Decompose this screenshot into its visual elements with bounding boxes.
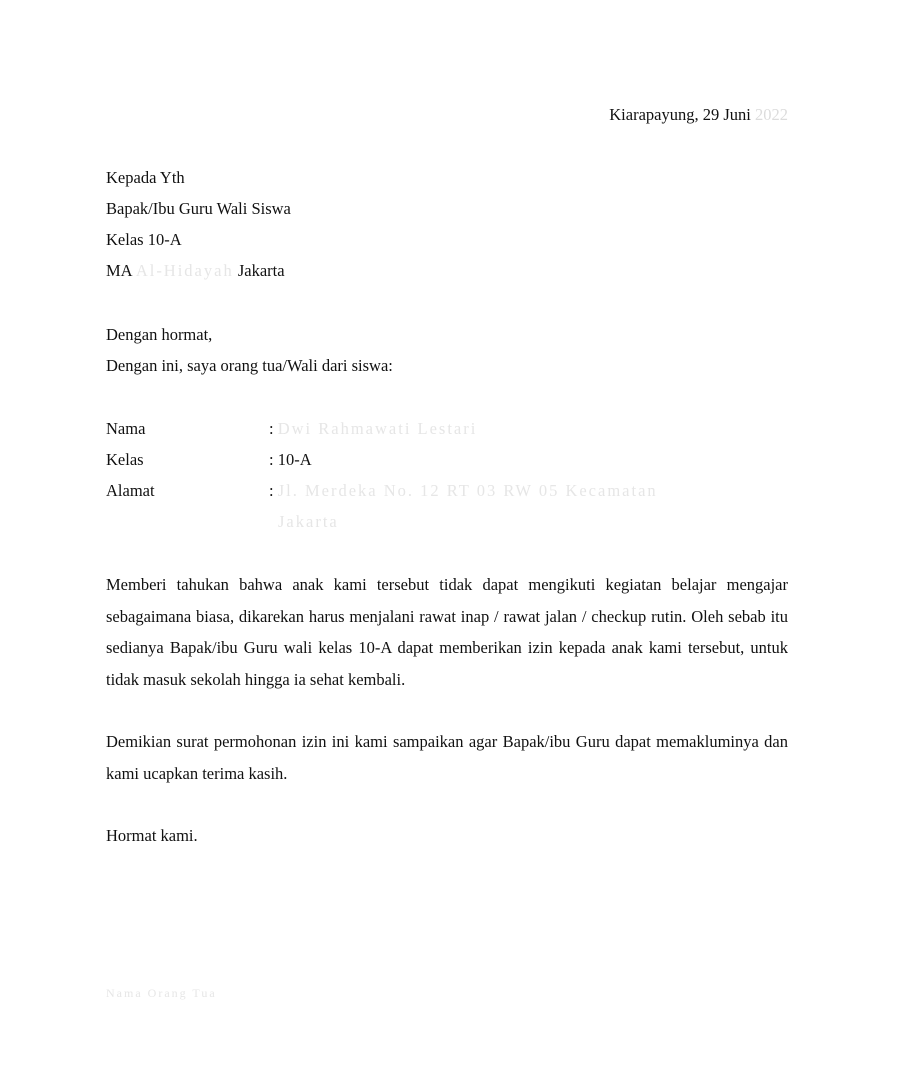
recipient-school-redacted: Al-Hidayah [135,261,234,280]
letter-date [609,105,788,125]
field-address-line2-redacted: Jakarta [278,512,339,531]
field-name-label: Nama [106,419,146,438]
field-name-value [269,419,477,439]
recipient-line-1: Kepada Yth [106,168,185,187]
closing-paragraph: Demikian surat permohonan izin ini kami sampaikan agar Bapak/ibu Guru dapat memakluminya dan kami ucapkan terima kasih. [106,732,788,783]
recipient-line-3: Kelas 10-A [106,230,182,249]
field-address-colon: : [269,481,274,500]
recipient-line-4 [106,261,285,281]
field-class-value: : 10-A [269,450,312,469]
intro-line: Dengan ini, saya orang tua/Wali dari siswa: [106,356,393,375]
signature-name-redacted: Nama Orang Tua [106,986,217,1000]
field-name-redacted: Dwi Rahmawati Lestari [277,419,478,438]
field-address-value [269,481,658,501]
recipient-school-prefix: MA [106,261,132,280]
field-name-colon: : [269,419,274,438]
field-address-redacted: Jl. Merdeka No. 12 RT 03 RW 05 Kecamatan [277,481,658,500]
body-paragraph: Memberi tahukan bahwa anak kami tersebut tidak dapat mengikuti kegiatan belajar mengajar sebagaimana biasa, dikarekan harus menjalani rawat inap / rawat jalan / checkup rutin. Oleh sebab itu sedianya Bapak/ibu Guru wali kelas 10-A dapat memberikan izin kepada anak kami tersebut, untuk tidak masuk sekolah hingga ia sehat kembali. [106,575,788,689]
sign-off: Hormat kami. [106,826,198,845]
greeting: Dengan hormat, [106,325,213,344]
recipient-line-2: Bapak/Ibu Guru Wali Siswa [106,199,291,218]
field-class-label: Kelas [106,450,144,469]
field-address-label: Alamat [106,481,155,500]
recipient-school-city: Jakarta [237,261,285,280]
date-year-redacted: 2022 [755,105,788,124]
place-date: Kiarapayung, 29 Juni [609,105,751,124]
